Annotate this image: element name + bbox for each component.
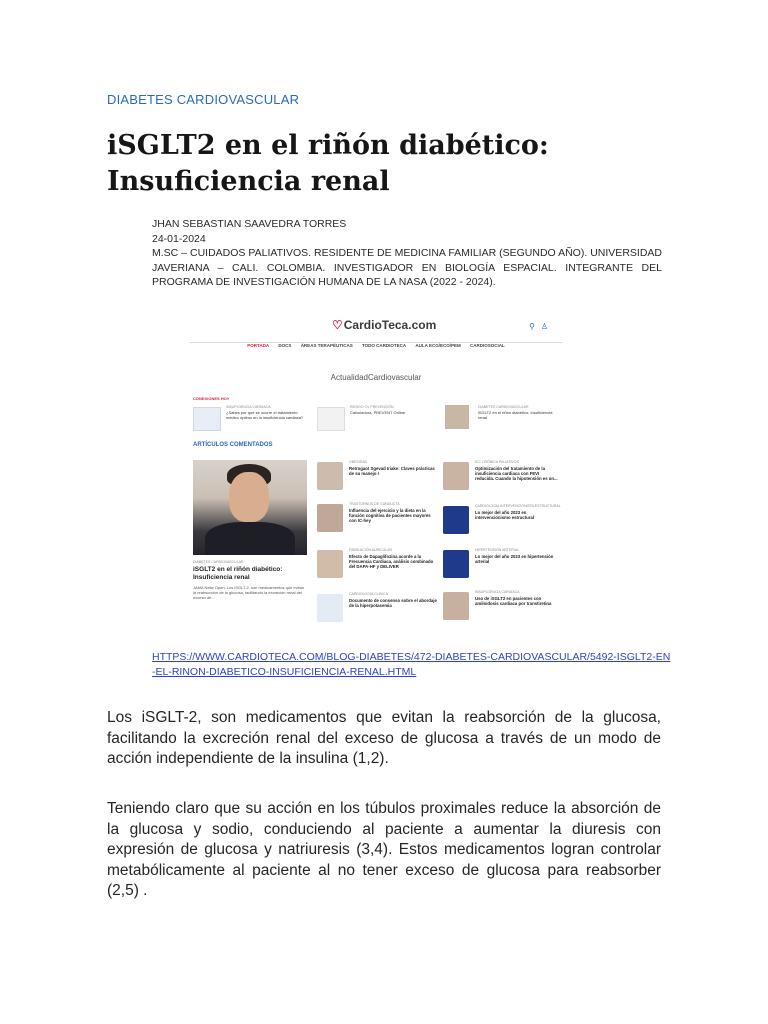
author-thumb (445, 405, 469, 429)
shot-mini-title: ¿Sabes por qué se ocurre el tratamiento médico óptimo en la insuficiencia cardiaca? (226, 410, 304, 420)
avatar (443, 506, 469, 534)
shot-list-item (317, 502, 437, 536)
shot-item-title: Uso de iSGLT2 en pacientes con amiloidosis cardiaca por transtiretina (475, 596, 552, 607)
title-line-1: iSGLT2 en el riñón diabético: (107, 130, 549, 161)
shot-item-title: Lo mejor del año 2023 en hipertensión arterial (475, 554, 554, 565)
shot-item-cat: HIPERTENSIÓN ARTERIAL (475, 548, 520, 552)
photo-suit (205, 522, 295, 555)
pfizer-logo-thumb (193, 407, 221, 431)
shot-item-cat: OBESIDAD (349, 460, 368, 464)
shot-item-title: Lo mejor del año 2023 en intervencionismo estructural (475, 510, 534, 521)
user-icon: ♙ (540, 322, 554, 331)
shot-item-title: Efecto de Dapaglifozina acorde a la Frecuencia Cardiaca, análisis combinado del DAPA-HF y DELIVER (349, 554, 434, 570)
featured-photo (193, 460, 307, 555)
shot-item-title: Retrogaot Sgevad Iriake: Claves prácticas de su manejo I (349, 466, 435, 477)
avatar (443, 592, 469, 620)
shot-nav-item: CARDIOSOCIAL (470, 343, 505, 348)
shot-item-title: Influencia del ejercicio y la dieta en la función cognitiva de pacientes mayores con IC-hey (349, 508, 431, 524)
author-credentials: M.SC – CUIDADOS PALIATIVOS. RESIDENTE DE MEDICINA FAMILIAR (SEGUNDO AÑO). UNIVERSIDAD JAVERIANA – CALI. COLOMBIA. INVESTIGADOR EN BIOLOGÍA ESPACIAL. INTEGRANTE DEL PROGRAMA DE INVESTIGACIÓN HUMANA DE LA NASA (2022 - 2024). (152, 247, 662, 288)
shot-nav-item: AULA ECG/ECO/PEM (415, 343, 461, 348)
shot-list-item (443, 460, 561, 494)
shot-mini-cat: DIABETES CARDIOVASCULAR (478, 405, 529, 409)
shot-section-title: ActualidadCardiovascular (330, 373, 422, 382)
shot-list-item (317, 592, 437, 626)
heart-icon: ♡ (332, 318, 343, 332)
shot-item-cat: TRASTORNOS DE CONDUCTA (349, 502, 400, 506)
shot-item-cat: CARDIOLOGÍA INTERVENCIONISTA ESTRUCTURAL (475, 504, 561, 508)
featured-excerpt: JAMA Netw Open. Los iSGLT-2, son medicamentos que evitan la reabsorción de la glucosa, facilitando la excreción renal del exceso de... (193, 585, 305, 600)
paragraph-2: Teniendo claro que su acción en los túbulos proximales reduce la absorción de la glucosa y sodio, conduciendo al paciente a aumentar la diuresis con expresión de glucosa y natriuresis (3,4). Estos medicamentos logran controlar metabólicamente al paciente al no tener exceso de glucosa para reabsorber (2,5) . (107, 800, 661, 899)
author-name: JHAN SEBASTIAN SAAVEDRA TORRES (152, 218, 347, 230)
shot-item-cat: INSUFICIENCIA CARDIACA (475, 590, 520, 594)
shot-nav-item: ÁREAS TERAPÉUTICAS (300, 343, 353, 348)
shot-mini-cat: RIESGO CV PREVENCIÓN (350, 405, 394, 409)
source-link[interactable]: HTTPS://WWW.CARDIOTECA.COM/BLOG-DIABETES/472-DIABETES-CARDIOVASCULAR/5492-ISGLT2-EN-EL-RINON-DIABETICO-INSUFICIENCIA-RENAL.HTML (152, 651, 671, 678)
search-icon: ⚲ (528, 322, 541, 331)
featured-cat: DIABETES CARDIOVASCULAR (193, 560, 244, 564)
article-title (107, 128, 667, 200)
avatar (317, 462, 343, 490)
shot-list-item (443, 590, 561, 624)
shot-mini-title: Calculadora. PREVENT Online (350, 410, 406, 415)
photo-face (229, 472, 269, 522)
shot-item-cat: ICC CRÓNICA PALIATIVOS (475, 460, 519, 464)
avatar (443, 550, 469, 578)
shot-nav-item: TODO CARDIOTECA (361, 343, 407, 348)
featured-title: iSGLT2 en el riñón diabético: Insuficiencia renal (193, 566, 283, 581)
calculator-thumb (317, 407, 345, 431)
shot-nav (190, 343, 562, 357)
website-screenshot (190, 310, 562, 626)
shot-item-cat: CARDIOLOGÍA CLÍNICA (349, 592, 388, 596)
avatar (443, 462, 469, 490)
avatar (317, 504, 343, 532)
shot-nav-item: PORTADA (247, 343, 270, 348)
paragraph-1: Los iSGLT-2, son medicamentos que evitan la reabsorción de la glucosa, facilitando la excreción renal del exceso de glucosa a través de un modo de acción independiente de la insulina (1,2). (107, 709, 661, 767)
shot-item-title: Documento de consenso sobre el abordaje de la hiperpotasemia (349, 598, 437, 609)
shot-list-item (317, 548, 437, 582)
shot-list-item (443, 548, 561, 582)
title-line-2: Insuficiencia renal (107, 166, 390, 197)
shot-header (190, 310, 562, 343)
publish-date: 24-01-2024 (152, 232, 206, 245)
avatar (317, 550, 343, 578)
shot-list-item (443, 504, 561, 538)
shot-mini-cat: INSUFICIENCIA CARDIACA (226, 405, 271, 409)
shot-item-cat: FIBRILACIÓN AURICULAR (349, 548, 392, 552)
avatar (317, 594, 343, 622)
shot-icons (529, 322, 554, 331)
shot-mini-title: iSGLT2 en el riñón diabético: Insuficiencia renal (478, 410, 553, 420)
shot-logo (332, 318, 436, 332)
shot-comentados: ARTÍCULOS COMENTADOS (193, 442, 273, 448)
shot-item-title: Optimización del tratamiento de la insuficiencia cardiaca con FEVI reducida. Cuando la hipotensión es un... (475, 466, 558, 482)
shot-label-red: CONEXIONES HOY (193, 396, 230, 401)
shot-logo-text: CardioTeca.com (343, 318, 437, 332)
shot-list-item (317, 460, 437, 494)
category-label[interactable]: DIABETES CARDIOVASCULAR (107, 92, 300, 107)
author-block (152, 217, 662, 290)
shot-nav-item: DOCS (278, 343, 292, 348)
